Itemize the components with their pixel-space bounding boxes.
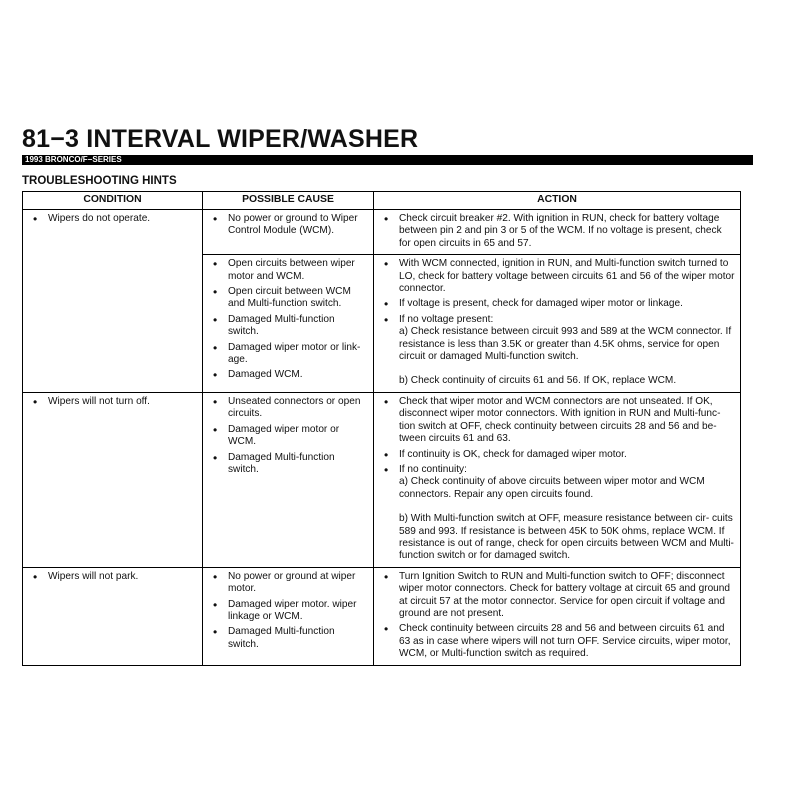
action-item	[379, 213, 735, 250]
action-text: Check circuit breaker #2. With ignition in RUN, check for battery voltage between pin 2 and pin 3 or 5 of the WCM. If no voltage is present, check for open circuits in 65 and 57.	[399, 213, 722, 249]
cause-item: • Damaged wiper motor. wiper linkage or WCM.	[208, 599, 368, 624]
action-text: Turn Ignition Switch to RUN and Multi-function switch to OFF; disconnect wiper motor connectors. Check for battery voltage at circuit 65 and ground at circuit 57 at the motor connector. Service for open circuit if voltage and ground are not present.	[399, 570, 731, 619]
table-row	[23, 210, 741, 255]
action-cell	[374, 392, 741, 567]
condition-cell	[23, 567, 203, 665]
condition-cell	[23, 392, 203, 567]
cause-item: • Damaged wiper motor or link- age.	[208, 342, 368, 367]
table-row	[23, 392, 741, 567]
condition-text: • Wipers do not operate.	[28, 213, 197, 225]
action-text: If no continuity:	[399, 463, 467, 475]
action-text: Check that wiper motor and WCM connectors are not unseated. If OK, disconnect wiper motor connectors. With ignition in RUN and Multi-func- tion switch at OFF, check continuity between circuits 28 and 56 and be- tween circuits 61 and 63.	[399, 395, 721, 445]
cause-item: • Unseated connectors or open circuits.	[208, 396, 368, 421]
action-text: If voltage is present, check for damaged wiper motor or linkage.	[399, 298, 683, 310]
cause-item: • Damaged Multi-function switch.	[208, 452, 368, 477]
possible-cause-cell	[203, 392, 374, 567]
cause-item: • No power or ground to Wiper Control Module (WCM).	[208, 213, 368, 238]
condition-text: • Wipers will not park.	[28, 571, 197, 583]
possible-cause-cell	[203, 255, 374, 393]
action-cell	[374, 210, 741, 255]
cause-item: • Open circuit between WCM and Multi-function switch.	[208, 286, 368, 311]
series-label: 1993 BRONCO/F−SERIES	[25, 155, 122, 164]
cause-item: • Damaged Multi-function switch.	[208, 626, 368, 651]
column-header-action: ACTION	[374, 192, 741, 210]
troubleshooting-table	[22, 191, 741, 666]
condition-text: • Wipers will not turn off.	[28, 396, 197, 408]
series-bar	[22, 155, 753, 165]
cause-item: • Damaged Multi-function switch.	[208, 314, 368, 339]
condition-cell	[23, 210, 203, 393]
column-header-possible-cause: POSSIBLE CAUSE	[203, 192, 374, 210]
action-item	[379, 464, 735, 563]
possible-cause-cell	[203, 210, 374, 255]
action-item	[379, 623, 735, 660]
spacer	[399, 363, 735, 375]
action-subitem: a) Check resistance between circuit 993 and 589 at the WCM connector. If resistance is less than 3.5K or greater than 4.5K ohms, service for open circuit or damaged Multi-function switch.	[399, 326, 732, 363]
action-cell	[374, 567, 741, 665]
cause-item: • Damaged WCM.	[208, 369, 368, 381]
cause-item: • Open circuits between wiper motor and WCM.	[208, 258, 368, 283]
action-item	[379, 314, 735, 388]
action-text: If no voltage present:	[399, 313, 494, 325]
action-text: With WCM connected, ignition in RUN, and Multi-function switch turned to LO, check for battery voltage between circuits 61 and 56 of the wiper motor connector.	[399, 258, 735, 295]
action-item	[379, 449, 735, 461]
column-header-condition: CONDITION	[23, 192, 203, 210]
action-item	[379, 396, 735, 446]
action-subitem: b) Check continuity of circuits 61 and 56. If OK, replace WCM.	[399, 375, 677, 387]
action-subitem: b) With Multi-function switch at OFF, measure resistance between cir- cuits 589 and 993. If resistance is between 45K to 50K ohms, replace WCM. If resistance is out of range, check for open circuits between WCM and Multi-function switch or for damaged switch.	[399, 513, 734, 562]
action-item	[379, 298, 735, 310]
page-title: 81−3 INTERVAL WIPER/WASHER	[22, 125, 419, 153]
table-row	[23, 567, 741, 665]
action-text: Check continuity between circuits 28 and 56 and between circuits 61 and 63 as in case where wipers will not turn OFF. Service circuits, wiper motor, WCM, or Multi-function switch as required.	[399, 623, 731, 660]
action-text: If continuity is OK, check for damaged wiper motor.	[399, 448, 627, 460]
action-cell	[374, 255, 741, 393]
action-item	[379, 258, 735, 295]
cause-item: • No power or ground at wiper motor.	[208, 571, 368, 596]
table-body	[23, 210, 741, 666]
possible-cause-cell	[203, 567, 374, 665]
cause-item: • Damaged wiper motor or WCM.	[208, 424, 368, 449]
action-subitem: a) Check continuity of above circuits between wiper motor and WCM connectors. Repair any open circuits found.	[399, 476, 705, 500]
action-item	[379, 571, 735, 621]
spacer	[399, 501, 735, 513]
table-header-row	[23, 192, 741, 210]
section-title: TROUBLESHOOTING HINTS	[22, 175, 177, 187]
